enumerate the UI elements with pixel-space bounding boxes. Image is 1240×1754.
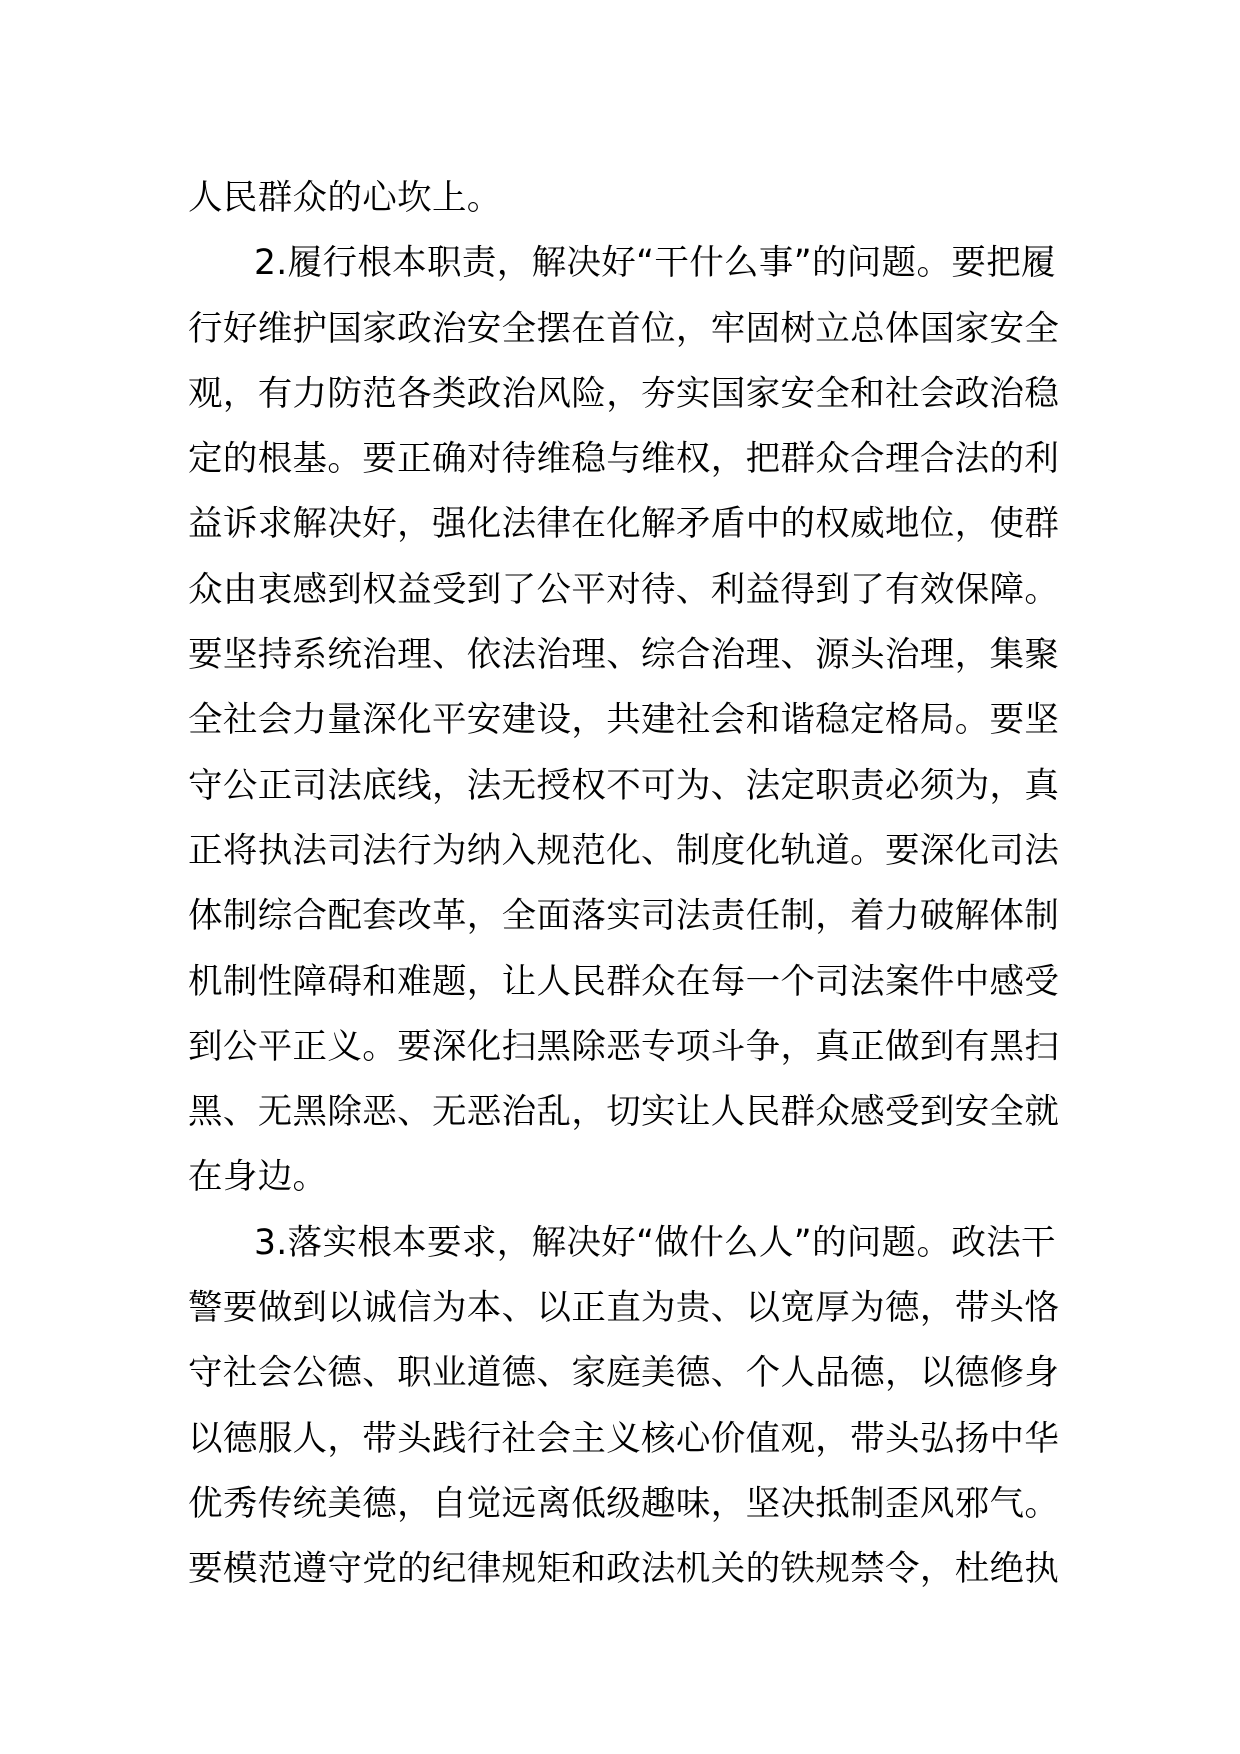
text-line: 机制性障碍和难题，让人民群众在每一个司法案件中感受: [188, 961, 1060, 1002]
text-line: 众由衷感到权益受到了公平对待、利益得到了有效保障。: [188, 569, 1060, 610]
text-line: 在身边。: [188, 1157, 328, 1198]
text-line: 要模范遵守党的纪律规矩和政法机关的铁规禁令，杜绝执: [188, 1549, 1060, 1590]
text-line: 观，有力防范各类政治风险，夯实国家安全和社会政治稳: [188, 373, 1060, 414]
text-line: 黑、无黑除恶、无恶治乱，切实让人民群众感受到安全就: [188, 1092, 1060, 1133]
text-line: 到公平正义。要深化扫黑除恶专项斗争，真正做到有黑扫: [188, 1026, 1060, 1067]
text-line: 体制综合配套改革，全面落实司法责任制，着力破解体制: [188, 896, 1060, 937]
text-line: 定的根基。要正确对待维稳与维权，把群众合理合法的利: [188, 439, 1060, 480]
text-line: 以德服人，带头践行社会主义核心价值观，带头弘扬中华: [188, 1418, 1060, 1459]
text-line: 行好维护国家政治安全摆在首位，牢固树立总体国家安全: [188, 308, 1060, 349]
paragraph-heading-3: 3.落实根本要求，解决好“做什么人”的问题。政法干: [254, 1222, 1056, 1263]
text-line: 守社会公德、职业道德、家庭美德、个人品德，以德修身: [188, 1353, 1060, 1394]
text-line: 守公正司法底线，法无授权不可为、法定职责必须为，真: [188, 765, 1060, 806]
text-line: 警要做到以诚信为本、以正直为贵、以宽厚为德，带头恪: [188, 1288, 1060, 1329]
text-line: 益诉求解决好，强化法律在化解矛盾中的权威地位，使群: [188, 504, 1060, 545]
text-line: 全社会力量深化平安建设，共建社会和谐稳定格局。要坚: [188, 700, 1060, 741]
text-line: 优秀传统美德，自觉远离低级趣味，坚决抵制歪风邪气。: [188, 1483, 1060, 1524]
text-line: 正将执法司法行为纳入规范化、制度化轨道。要深化司法: [188, 830, 1060, 871]
text-line: 要坚持系统治理、依法治理、综合治理、源头治理，集聚: [188, 635, 1060, 676]
paragraph-heading-2: 2.履行根本职责，解决好“干什么事”的问题。要把履: [254, 243, 1056, 284]
document-body: [188, 166, 1058, 1603]
text-line: 人民群众的心坎上。: [188, 178, 502, 218]
